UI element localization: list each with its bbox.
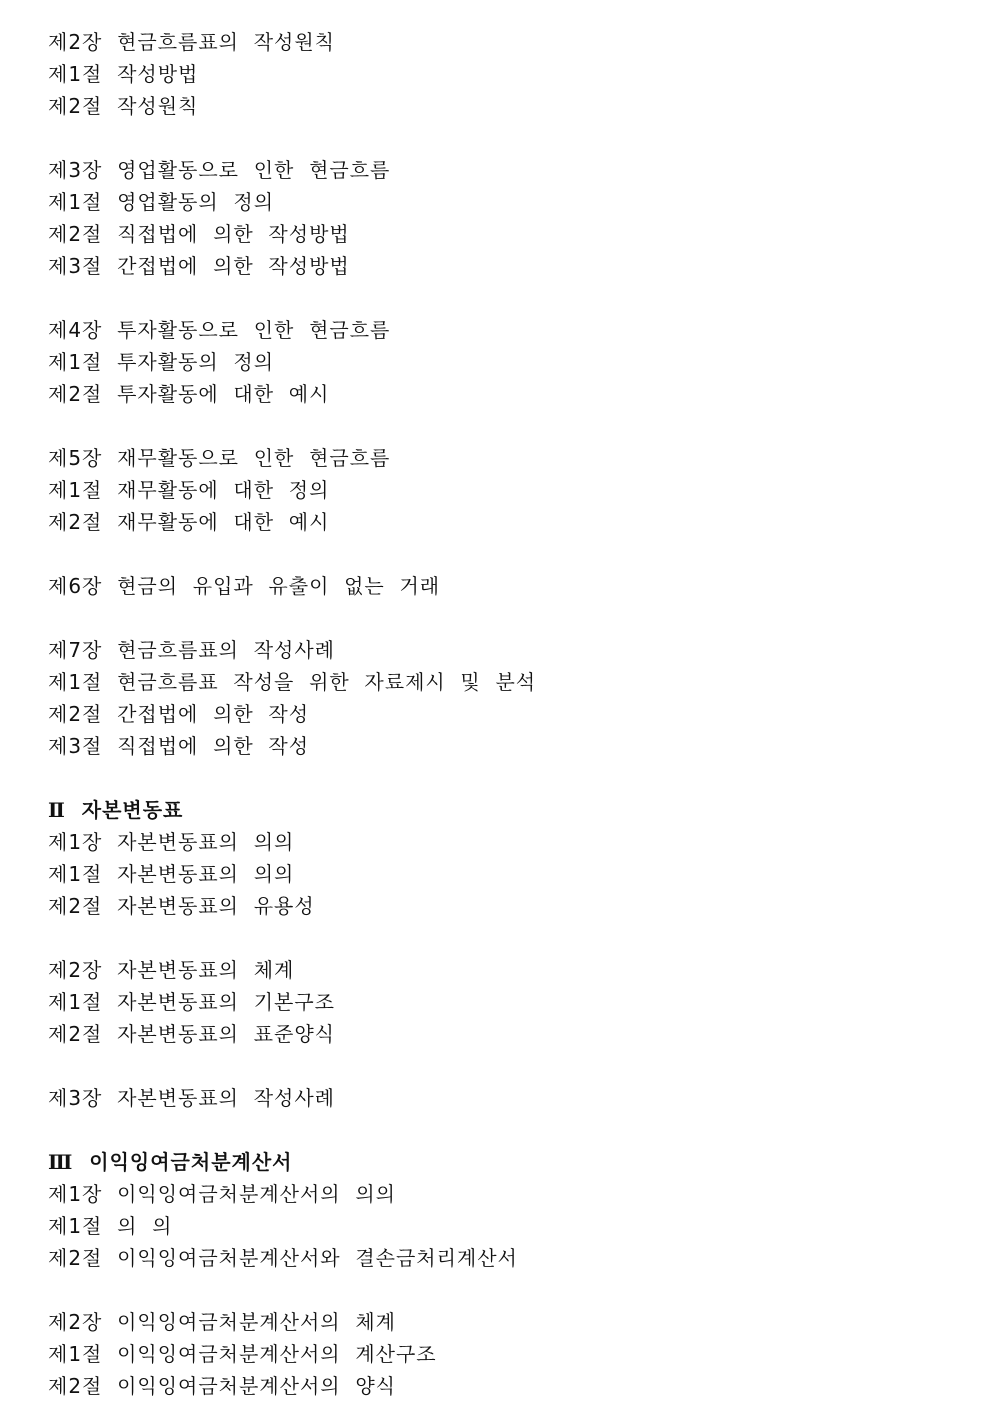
toc-entry: 제2절 간접법에 의한 작성 xyxy=(48,702,310,726)
blank-line xyxy=(48,1050,948,1082)
part-heading: Ⅱ 자본변동표 xyxy=(48,798,184,822)
blank-line xyxy=(48,1274,948,1306)
toc-entry: 제2절 재무활동에 대한 예시 xyxy=(48,510,330,534)
toc-entry: 제2절 자본변동표의 유용성 xyxy=(48,894,315,918)
toc-entry: 제4장 투자활동으로 인한 현금흐름 xyxy=(48,318,391,342)
toc-entry: 제2절 작성원칙 xyxy=(48,94,199,118)
toc-entry: 제1절 자본변동표의 기본구조 xyxy=(48,990,335,1014)
toc-entry: 제2장 자본변동표의 체계 xyxy=(48,958,295,982)
toc-entry: 제1절 투자활동의 정의 xyxy=(48,350,275,374)
toc-entry: 제2절 이익잉여금처분계산서의 양식 xyxy=(48,1374,396,1398)
table-of-contents xyxy=(48,26,948,1402)
toc-entry: 제1절 의 의 xyxy=(48,1214,173,1238)
blank-line xyxy=(48,122,948,154)
toc-entry: 제1절 자본변동표의 의의 xyxy=(48,862,295,886)
toc-entry: 제2절 이익잉여금처분계산서와 결손금처리계산서 xyxy=(48,1246,518,1270)
blank-line xyxy=(48,922,948,954)
toc-entry: 제3절 직접법에 의한 작성 xyxy=(48,734,310,758)
toc-entry: 제2장 현금흐름표의 작성원칙 xyxy=(48,30,335,54)
toc-entry: 제1장 이익잉여금처분계산서의 의의 xyxy=(48,1182,396,1206)
toc-entry: 제1절 현금흐름표 작성을 위한 자료제시 및 분석 xyxy=(48,670,537,694)
blank-line xyxy=(48,762,948,794)
toc-entry: 제1장 자본변동표의 의의 xyxy=(48,830,295,854)
toc-entry: 제2장 이익잉여금처분계산서의 체계 xyxy=(48,1310,396,1334)
toc-entry: 제1절 재무활동에 대한 정의 xyxy=(48,478,330,502)
blank-line xyxy=(48,282,948,314)
blank-line xyxy=(48,410,948,442)
toc-entry: 제3절 간접법에 의한 작성방법 xyxy=(48,254,350,278)
part-heading: Ⅲ 이익잉여금처분계산서 xyxy=(48,1150,293,1174)
blank-line xyxy=(48,1114,948,1146)
toc-entry: 제5장 재무활동으로 인한 현금흐름 xyxy=(48,446,391,470)
toc-entry: 제6장 현금의 유입과 유출이 없는 거래 xyxy=(48,574,441,598)
blank-line xyxy=(48,602,948,634)
toc-entry: 제1절 영업활동의 정의 xyxy=(48,190,275,214)
toc-entry: 제3장 자본변동표의 작성사례 xyxy=(48,1086,335,1110)
toc-entry: 제1절 이익잉여금처분계산서의 계산구조 xyxy=(48,1342,437,1366)
toc-entry: 제2절 직접법에 의한 작성방법 xyxy=(48,222,350,246)
toc-entry: 제7장 현금흐름표의 작성사례 xyxy=(48,638,335,662)
toc-entry: 제2절 투자활동에 대한 예시 xyxy=(48,382,330,406)
toc-entry: 제2절 자본변동표의 표준양식 xyxy=(48,1022,335,1046)
toc-entry: 제1절 작성방법 xyxy=(48,62,199,86)
toc-entry: 제3장 영업활동으로 인한 현금흐름 xyxy=(48,158,391,182)
blank-line xyxy=(48,538,948,570)
